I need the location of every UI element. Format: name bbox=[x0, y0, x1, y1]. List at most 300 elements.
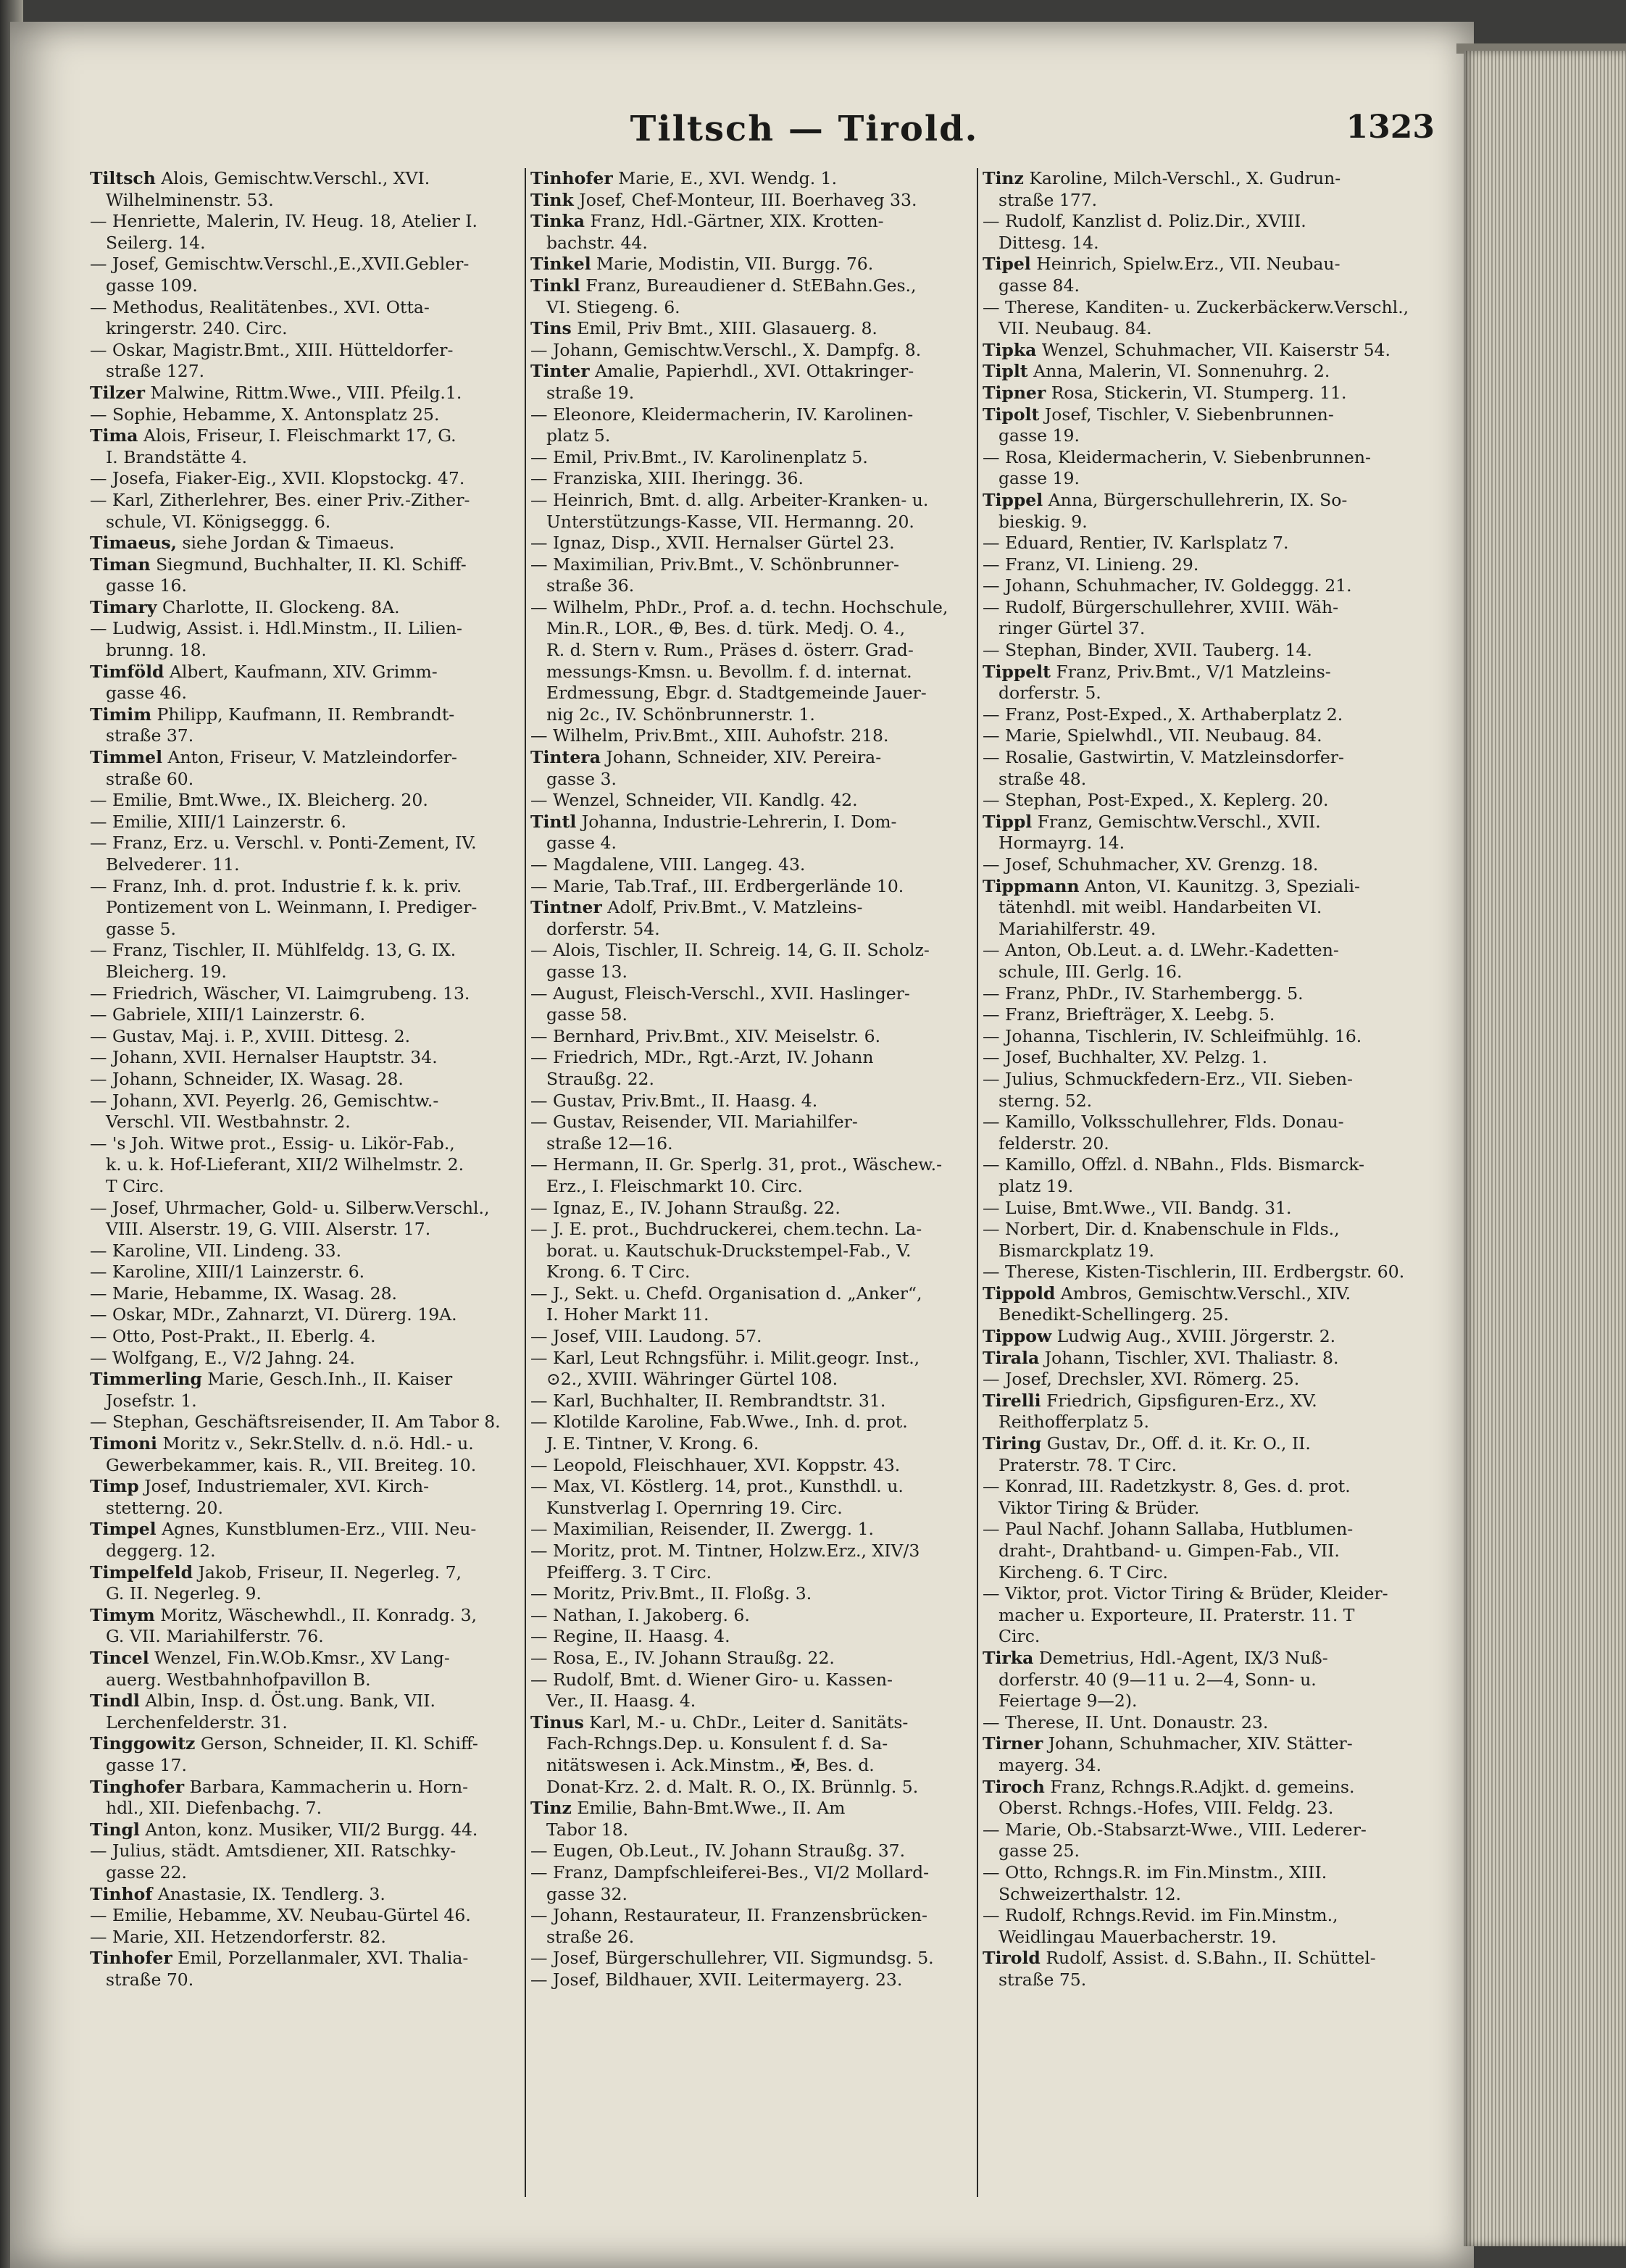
entry-text: Anastasie, IX. Tendlerg. 3. bbox=[152, 1883, 385, 1904]
entry-text: — Karl, Leut Rchngsführ. i. Milit.geogr. Inst., bbox=[530, 1347, 920, 1368]
entry-text: gasse 16. bbox=[106, 575, 187, 596]
directory-entry-line bbox=[983, 1798, 1435, 1819]
entry-text: T Circ. bbox=[106, 1175, 164, 1196]
directory-entry-line bbox=[983, 1304, 1435, 1326]
directory-entry-line bbox=[983, 1241, 1435, 1262]
entry-text: Donat-Krz. 2. d. Malt. R. O., IX. Brünnlg. 5. bbox=[546, 1776, 919, 1797]
entry-text: hdl., XII. Diefenbachg. 7. bbox=[106, 1798, 322, 1819]
entry-text: — Emilie, Hebamme, XV. Neubau-Gürtel 46. bbox=[90, 1905, 471, 1926]
entry-text: — Wolfgang, E., V/2 Jahng. 24. bbox=[90, 1347, 355, 1368]
entry-text: — Anton, Ob.Leut. a. d. LWehr.-Kadetten- bbox=[983, 940, 1339, 961]
entry-surname: Tinz bbox=[530, 1798, 572, 1819]
directory-entry-line bbox=[530, 1905, 976, 1927]
directory-entry-line bbox=[530, 662, 976, 683]
entry-text: — Oskar, Magistr.Bmt., XIII. Hütteldorfer- bbox=[90, 339, 454, 360]
entry-text: kringerstr. 240. Circ. bbox=[106, 318, 288, 339]
entry-text: — Josef, Bürgerschullehrer, VII. Sigmundsg. 5. bbox=[530, 1948, 934, 1969]
directory-entry-line bbox=[530, 533, 976, 554]
directory-entry-line bbox=[983, 640, 1435, 662]
directory-entry-line bbox=[983, 1412, 1435, 1433]
entry-text: Alois, Gemischtw.Verschl., XVI. bbox=[155, 168, 430, 188]
running-header bbox=[174, 109, 1435, 174]
entry-surname: Tippow bbox=[983, 1326, 1052, 1347]
entry-text: R. d. Stern v. Rum., Präses d. österr. Grad- bbox=[546, 640, 914, 661]
entry-surname: Tirala bbox=[983, 1347, 1040, 1368]
directory-entry-line bbox=[90, 1905, 535, 1927]
entry-text: gasse 32. bbox=[546, 1883, 628, 1904]
entry-text: Belvederег. 11. bbox=[106, 854, 240, 875]
directory-entry-line bbox=[90, 1583, 535, 1605]
directory-entry-line bbox=[983, 1519, 1435, 1541]
entry-text: dorferstr. 5. bbox=[998, 683, 1101, 704]
directory-entry-line bbox=[983, 512, 1435, 533]
entry-surname: Tintner bbox=[530, 897, 602, 918]
directory-entry-line bbox=[90, 1219, 535, 1241]
directory-entry-line bbox=[983, 854, 1435, 876]
directory-entry-line bbox=[530, 1583, 976, 1605]
directory-entry-line bbox=[530, 1562, 976, 1584]
entry-text: Franz, Hdl.-Gärtner, XIX. Krotten- bbox=[585, 211, 884, 232]
directory-entry-line bbox=[983, 211, 1435, 233]
entry-surname: Tilzer bbox=[90, 382, 146, 403]
directory-entry-line bbox=[983, 983, 1435, 1005]
directory-entry-line bbox=[90, 1198, 535, 1220]
directory-entry-line bbox=[90, 919, 535, 941]
entry-text: — Therese, Kanditen- u. Zuckerbäckerw.Verschl., bbox=[983, 296, 1409, 317]
entry-text: — Otto, Rchngs.R. im Fin.Minstm., XIII. bbox=[983, 1861, 1327, 1883]
entry-text: — Rudolf, Bürgerschullehrer, XVIII. Wäh- bbox=[983, 596, 1339, 617]
directory-entry-line bbox=[90, 1326, 535, 1348]
directory-entry-line bbox=[90, 1304, 535, 1326]
entry-text: I. Hoher Markt 11. bbox=[546, 1304, 709, 1325]
directory-entry-line bbox=[530, 1690, 976, 1712]
entry-text: Ambros, Gemischtw.Verschl., XIV. bbox=[1055, 1283, 1351, 1304]
entry-surname: Tintl bbox=[530, 811, 577, 832]
entry-text: — Josef, Uhrmacher, Gold- u. Silberw.Verschl., bbox=[90, 1197, 490, 1218]
directory-entry-line bbox=[983, 1262, 1435, 1283]
entry-surname: Tink bbox=[530, 189, 574, 210]
entry-surname: Tingl bbox=[90, 1819, 140, 1840]
entry-text: Albert, Kaufmann, XIV. Grimm- bbox=[164, 661, 438, 682]
entry-text: Pfeifferg. 3. T Circ. bbox=[546, 1562, 712, 1583]
entry-text: — Emilie, Bmt.Wwe., IX. Bleicherg. 20. bbox=[90, 790, 428, 811]
entry-text: Mariahilferstr. 49. bbox=[998, 918, 1156, 939]
entry-surname: Tirner bbox=[983, 1733, 1043, 1754]
directory-entry-line bbox=[983, 618, 1435, 640]
entry-text: — Henriette, Malerin, IV. Heug. 18, Atelier I. bbox=[90, 211, 478, 232]
directory-entry-line bbox=[90, 1369, 535, 1391]
directory-entry-line bbox=[530, 1455, 976, 1477]
entry-text: Anna, Bürgerschullehrerin, IX. So- bbox=[1043, 489, 1348, 510]
directory-entry-line bbox=[90, 168, 535, 190]
entry-text: Heinrich, Spielw.Erz., VII. Neubau- bbox=[1030, 254, 1341, 275]
entry-text: — Marie, XII. Hetzendorferstr. 82. bbox=[90, 1926, 386, 1947]
directory-entry-line bbox=[983, 1755, 1435, 1777]
directory-entry-line bbox=[983, 1047, 1435, 1069]
entry-surname: Tipner bbox=[983, 382, 1046, 403]
entry-text: — Franz, Inh. d. prot. Industrie f. k. k. priv. bbox=[90, 875, 462, 896]
entry-text: Kunstverlag I. Opernring 19. Circ. bbox=[546, 1497, 843, 1518]
entry-text: — Gustav, Maj. i. P., XVIII. Dittesg. 2. bbox=[90, 1025, 411, 1046]
directory-entry-line bbox=[530, 275, 976, 297]
entry-text: Straußg. 22. bbox=[546, 1068, 654, 1089]
directory-entry-line bbox=[530, 1219, 976, 1241]
directory-entry-line bbox=[983, 383, 1435, 404]
directory-entry-line bbox=[90, 1112, 535, 1133]
entry-text: gasse 3. bbox=[546, 768, 617, 789]
directory-entry-line bbox=[530, 1348, 976, 1369]
entry-text: straße 177. bbox=[998, 189, 1098, 210]
entry-text: Min.R., LOR., 🜨, Bes. d. türk. Medj. O. 4., bbox=[546, 618, 906, 639]
directory-entry-line bbox=[983, 425, 1435, 447]
entry-text: Siegmund, Buchhalter, II. Kl. Schiff- bbox=[150, 554, 467, 575]
entry-text: — Stephan, Post-Exped., X. Keplerg. 20. bbox=[983, 790, 1329, 811]
directory-entry-line bbox=[530, 190, 976, 212]
directory-entry-line bbox=[983, 1026, 1435, 1048]
entry-surname: Tiltsch bbox=[90, 168, 156, 188]
directory-entry-line bbox=[90, 1262, 535, 1283]
entry-text: Pontizement von L. Weinmann, I. Prediger- bbox=[106, 897, 478, 918]
directory-entry-line bbox=[983, 812, 1435, 833]
directory-entry-line bbox=[90, 1455, 535, 1477]
directory-entry-line bbox=[983, 1605, 1435, 1627]
directory-entry-line bbox=[90, 1690, 535, 1712]
entry-text: Anton, Friseur, V. Matzleindorfer- bbox=[162, 747, 458, 768]
entry-text: — Heinrich, Bmt. d. allg. Arbeiter-Kranken- u. bbox=[530, 489, 929, 510]
directory-entry-line bbox=[983, 962, 1435, 983]
entry-text: straße 12—16. bbox=[546, 1133, 673, 1154]
entry-text: Fach-Rchngs.Dep. u. Konsulent f. d. Sa- bbox=[546, 1733, 888, 1754]
directory-entry-line bbox=[983, 1583, 1435, 1605]
entry-text: — Paul Nachf. Johann Sallaba, Hutblumen- bbox=[983, 1519, 1354, 1540]
entry-text: — Ignaz, Disp., XVII. Hernalser Gürtel 23. bbox=[530, 533, 895, 554]
directory-entry-line bbox=[90, 1733, 535, 1755]
entry-surname: Timpel bbox=[90, 1519, 157, 1540]
directory-entry-line bbox=[90, 1541, 535, 1562]
directory-entry-line bbox=[983, 533, 1435, 554]
directory-entry-line bbox=[90, 1840, 535, 1862]
entry-text: — Eduard, Rentier, IV. Karlsplatz 7. bbox=[983, 533, 1289, 554]
directory-entry-line bbox=[983, 1176, 1435, 1198]
directory-entry-line bbox=[530, 747, 976, 769]
directory-entry-line bbox=[90, 1433, 535, 1455]
entry-text: — Rosa, E., IV. Johann Straußg. 22. bbox=[530, 1647, 835, 1668]
directory-entry-line bbox=[90, 1562, 535, 1584]
directory-entry-line bbox=[530, 1648, 976, 1669]
entry-text: Emil, Priv Bmt., XIII. Glasauerg. 8. bbox=[571, 318, 877, 339]
entry-text: nig 2c., IV. Schönbrunnerstr. 1. bbox=[546, 704, 815, 725]
entry-text: — Rudolf, Bmt. d. Wiener Giro- u. Kassen- bbox=[530, 1669, 893, 1690]
directory-entry-line bbox=[983, 318, 1435, 340]
entry-text: — Moritz, Priv.Bmt., II. Floßg. 3. bbox=[530, 1583, 812, 1604]
directory-entry-line bbox=[983, 1626, 1435, 1648]
entry-text: Lerchenfelderstr. 31. bbox=[106, 1712, 288, 1733]
entry-surname: Tima bbox=[90, 425, 138, 446]
entry-surname: Tinka bbox=[530, 211, 585, 232]
column-rule bbox=[977, 168, 978, 2197]
entry-text: — Emil, Priv.Bmt., IV. Karolinenplatz 5. bbox=[530, 446, 868, 467]
entry-surname: Tirka bbox=[983, 1647, 1034, 1668]
entry-surname: Tins bbox=[530, 318, 572, 339]
entry-text: Johann, Tischler, XVI. Thaliastr. 8. bbox=[1039, 1347, 1339, 1368]
directory-entry-line bbox=[90, 490, 535, 512]
directory-entry-line bbox=[90, 1412, 535, 1433]
entry-text: — Franz, Erz. u. Verschl. v. Ponti-Zement, IV. bbox=[90, 833, 477, 854]
entry-text: schule, VI. Königseggg. 6. bbox=[106, 511, 331, 532]
entry-text: — Methodus, Realitätenbes., XVI. Otta- bbox=[90, 296, 430, 317]
entry-text: — Ludwig, Assist. i. Hdl.Minstm., II. Lilien- bbox=[90, 618, 462, 639]
entry-text: bachstr. 44. bbox=[546, 232, 648, 253]
directory-entry-line bbox=[90, 1948, 535, 1969]
directory-entry-line bbox=[530, 1262, 976, 1283]
entry-text: Marie, Modistin, VII. Burgg. 76. bbox=[591, 254, 874, 275]
entry-text: — Franz, Briefträger, X. Leebg. 5. bbox=[983, 1004, 1275, 1025]
directory-entry-line bbox=[90, 1154, 535, 1176]
directory-entry-line bbox=[530, 1884, 976, 1906]
entry-text: Moritz v., Sekr.Stellv. d. n.ö. Hdl.- u. bbox=[157, 1433, 474, 1454]
directory-entry-line bbox=[530, 940, 976, 962]
entry-surname: Tipel bbox=[983, 254, 1031, 275]
entry-text: — Wilhelm, Priv.Bmt., XIII. Auhofstr. 218. bbox=[530, 725, 889, 746]
directory-entry-line bbox=[90, 1498, 535, 1519]
entry-text: — Maximilian, Reisender, II. Zwergg. 1. bbox=[530, 1519, 875, 1540]
entry-text: — Josef, Gemischtw.Verschl.,E.,XVII.Gebler- bbox=[90, 254, 470, 275]
entry-text: — Bernhard, Priv.Bmt., XIV. Meiselstr. 6. bbox=[530, 1025, 881, 1046]
entry-text: — J., Sekt. u. Chefd. Organisation d. „Anker“, bbox=[530, 1283, 922, 1304]
directory-entry-line bbox=[983, 1819, 1435, 1841]
entry-text: Benedikt-Schellingerg. 25. bbox=[998, 1304, 1229, 1325]
entry-text: — Wenzel, Schneider, VII. Kandlg. 42. bbox=[530, 790, 858, 811]
directory-entry-line bbox=[90, 747, 535, 769]
directory-entry-line bbox=[530, 1755, 976, 1777]
entry-surname: Timary bbox=[90, 596, 157, 617]
directory-entry-line bbox=[530, 1605, 976, 1627]
entry-surname: Tintera bbox=[530, 747, 601, 768]
entry-surname: Timym bbox=[90, 1604, 155, 1625]
entry-text: — Karoline, VII. Lindeng. 33. bbox=[90, 1240, 342, 1261]
directory-entry-line bbox=[983, 1733, 1435, 1755]
entry-text: — Friedrich, MDr., Rgt.-Arzt, IV. Johann bbox=[530, 1047, 874, 1068]
entry-text: — Karl, Zitherlehrer, Bes. einer Priv.-Zither- bbox=[90, 489, 470, 510]
entry-text: — Johann, Gemischtw.Verschl., X. Dampfg. 8. bbox=[530, 339, 922, 360]
directory-entry-line bbox=[530, 704, 976, 726]
directory-entry-line bbox=[530, 833, 976, 854]
entry-text: — Stephan, Binder, XVII. Tauberg. 14. bbox=[983, 640, 1312, 661]
entry-surname: Tiplt bbox=[983, 361, 1028, 382]
entry-text: — Karl, Buchhalter, II. Rembrandtstr. 31. bbox=[530, 1390, 886, 1411]
entry-text: Barbara, Kammacherin u. Horn- bbox=[184, 1776, 469, 1797]
directory-entry-line bbox=[983, 275, 1435, 297]
directory-entry-line bbox=[90, 1862, 535, 1884]
entry-text: Johanna, Industrie-Lehrerin, I. Dom- bbox=[576, 811, 897, 832]
entry-text: gasse 17. bbox=[106, 1754, 187, 1775]
directory-entry-line bbox=[983, 575, 1435, 597]
directory-entry-line bbox=[983, 1884, 1435, 1906]
directory-entry-line bbox=[983, 919, 1435, 941]
entry-text: Friedrich, Gipsfiguren-Erz., XV. bbox=[1041, 1390, 1317, 1411]
entry-text: platz 5. bbox=[546, 425, 611, 446]
directory-entry-line bbox=[530, 1927, 976, 1948]
entry-text: Tabor 18. bbox=[546, 1819, 629, 1840]
directory-entry-line bbox=[90, 1069, 535, 1091]
entry-text: — Josefa, Fiaker-Eig., XVII. Klopstockg. 47. bbox=[90, 468, 465, 489]
directory-entry-line bbox=[90, 554, 535, 576]
entry-text: Schweizerthalstr. 12. bbox=[998, 1883, 1182, 1904]
entry-text: gasse 25. bbox=[998, 1840, 1080, 1861]
entry-text: — Marie, Spielwhdl., VII. Neubaug. 84. bbox=[983, 725, 1322, 746]
directory-entry-line bbox=[983, 1219, 1435, 1241]
entry-surname: Tiring bbox=[983, 1433, 1042, 1454]
entry-text: Praterstr. 78. T Circ. bbox=[998, 1454, 1177, 1475]
entry-text: schule, III. Gerlg. 16. bbox=[998, 961, 1183, 982]
entry-text: — Gustav, Reisender, VII. Mariahilfer- bbox=[530, 1112, 858, 1133]
directory-entry-line bbox=[90, 404, 535, 426]
directory-entry-line bbox=[983, 1541, 1435, 1562]
directory-entry-line bbox=[530, 1369, 976, 1391]
directory-entry-line bbox=[530, 361, 976, 383]
entry-text: — Johann, Schneider, IX. Wasag. 28. bbox=[90, 1068, 404, 1089]
entry-text: VIII. Alserstr. 19, G. VIII. Alserstr. 17. bbox=[106, 1219, 431, 1240]
directory-entry-line bbox=[530, 297, 976, 319]
directory-entry-line bbox=[983, 1369, 1435, 1391]
directory-entry-line bbox=[530, 1948, 976, 1969]
entry-text: — Gabriele, XIII/1 Lainzerstr. 6. bbox=[90, 1004, 366, 1025]
directory-entry-line bbox=[983, 597, 1435, 619]
directory-entry-line bbox=[530, 1433, 976, 1455]
entry-text: — 's Joh. Witwe prot., Essig- u. Likör-Fab., bbox=[90, 1133, 455, 1154]
entry-text: — Magdalene, VIII. Langeg. 43. bbox=[530, 854, 806, 875]
entry-text: Josef, Tischler, V. Siebenbrunnen- bbox=[1039, 404, 1334, 425]
entry-text: auerg. Westbahnhofpavillon B. bbox=[106, 1669, 371, 1690]
directory-entry-line bbox=[983, 769, 1435, 791]
entry-text: Rudolf, Assist. d. S.Bahn., II. Schüttel- bbox=[1040, 1948, 1376, 1969]
entry-text: — Friedrich, Wäscher, VI. Laimgrubeng. 13. bbox=[90, 983, 470, 1004]
entry-text: — Rudolf, Kanzlist d. Poliz.Dir., XVIII. bbox=[983, 211, 1306, 232]
directory-entry-line bbox=[530, 168, 976, 190]
entry-surname: Tinkl bbox=[530, 275, 580, 296]
entry-text: bieskig. 9. bbox=[998, 511, 1088, 532]
directory-entry-line bbox=[983, 1498, 1435, 1519]
directory-entry-line bbox=[983, 254, 1435, 275]
directory-entry-line bbox=[983, 1283, 1435, 1305]
page-block-edges bbox=[1464, 51, 1626, 2246]
directory-entry-line bbox=[530, 1069, 976, 1091]
entry-text: Franz, Priv.Bmt., V/1 Matzleins- bbox=[1051, 661, 1331, 682]
entry-text: sterng. 52. bbox=[998, 1090, 1093, 1111]
entry-text: messungs-Kmsn. u. Bevollm. f. d. internat. bbox=[546, 661, 912, 682]
entry-surname: Timmerling bbox=[90, 1369, 202, 1390]
directory-entry-line bbox=[983, 1133, 1435, 1155]
directory-entry-line bbox=[983, 1391, 1435, 1412]
entry-text: Circ. bbox=[998, 1626, 1041, 1647]
directory-entry-line bbox=[530, 919, 976, 941]
entry-text: Marie, Gesch.Inh., II. Kaiser bbox=[201, 1369, 453, 1390]
entry-text: — Franziska, XIII. Iheringg. 36. bbox=[530, 468, 804, 489]
entry-text: siehe Jordan & Timaeus. bbox=[176, 533, 395, 554]
directory-entry-line bbox=[530, 1283, 976, 1305]
entry-text: Bismarckplatz 19. bbox=[998, 1240, 1155, 1261]
entry-text: — Johann, XVII. Hernalser Hauptstr. 34. bbox=[90, 1047, 438, 1068]
directory-entry-line bbox=[983, 1712, 1435, 1734]
entry-surname: Tippold bbox=[983, 1283, 1056, 1304]
directory-entry-line bbox=[90, 1669, 535, 1691]
directory-entry-line bbox=[983, 1069, 1435, 1091]
directory-entry-line bbox=[983, 490, 1435, 512]
directory-entry-line bbox=[983, 1348, 1435, 1369]
entry-text: dorferstr. 40 (9—11 u. 2—4, Sonn- u. bbox=[998, 1669, 1317, 1690]
directory-entry-line bbox=[90, 190, 535, 212]
entry-text: Weidlingau Mauerbacherstr. 19. bbox=[998, 1926, 1277, 1947]
entry-text: tätenhdl. mit weibl. Handarbeiten VI. bbox=[998, 897, 1322, 918]
entry-surname: Tiroch bbox=[983, 1776, 1045, 1797]
directory-entry-line bbox=[90, 876, 535, 898]
entry-surname: Timföld bbox=[90, 661, 164, 682]
entry-text: Albin, Insp. d. Öst.ung. Bank, VII. bbox=[139, 1690, 435, 1712]
directory-entry-line bbox=[530, 1091, 976, 1112]
directory-entry-line bbox=[530, 597, 976, 619]
entry-text: straße 48. bbox=[998, 768, 1087, 789]
entry-text: — Johanna, Tischlerin, IV. Schleifmühlg. 16. bbox=[983, 1025, 1362, 1046]
directory-entry-line bbox=[530, 725, 976, 747]
directory-entry-line bbox=[90, 704, 535, 726]
entry-text: — Ignaz, E., IV. Johann Straußg. 22. bbox=[530, 1197, 841, 1218]
directory-entry-line bbox=[983, 1326, 1435, 1348]
directory-entry-line bbox=[90, 468, 535, 490]
directory-entry-line bbox=[90, 1819, 535, 1841]
directory-entry-line bbox=[530, 1304, 976, 1326]
directory-entry-line bbox=[983, 554, 1435, 576]
entry-text: G. II. Negerleg. 9. bbox=[106, 1583, 262, 1604]
entry-text: — Oskar, MDr., Zahnarzt, VI. Dürerg. 19A. bbox=[90, 1304, 457, 1325]
entry-text: — Josef, Drechsler, XVI. Römerg. 25. bbox=[983, 1369, 1300, 1390]
entry-text: k. u. k. Hof-Lieferant, XII/2 Wilhelmstr. 2. bbox=[106, 1154, 464, 1175]
entry-text: Gerson, Schneider, II. Kl. Schiff- bbox=[195, 1733, 478, 1754]
entry-text: gasse 109. bbox=[106, 275, 198, 296]
entry-surname: Tippel bbox=[983, 489, 1043, 510]
directory-entry-line bbox=[530, 554, 976, 576]
directory-entry-line bbox=[90, 211, 535, 233]
entry-text: deggerg. 12. bbox=[106, 1541, 216, 1561]
directory-entry-line bbox=[530, 618, 976, 640]
entry-text: — Franz, PhDr., IV. Starhembergg. 5. bbox=[983, 983, 1304, 1004]
entry-surname: Tippl bbox=[983, 811, 1033, 832]
directory-entry-line bbox=[90, 1004, 535, 1026]
directory-entry-line bbox=[90, 897, 535, 919]
directory-entry-line bbox=[530, 318, 976, 340]
entry-text: — Julius, städt. Amtsdiener, XII. Ratschky- bbox=[90, 1840, 456, 1861]
entry-text: macher u. Exporteure, II. Praterstr. 11. T bbox=[998, 1604, 1355, 1625]
directory-entry-line bbox=[983, 1198, 1435, 1220]
directory-entry-line bbox=[530, 1862, 976, 1884]
directory-entry-line bbox=[530, 769, 976, 791]
directory-entry-line bbox=[90, 1176, 535, 1198]
directory-entry-line bbox=[530, 1476, 976, 1498]
directory-entry-line bbox=[90, 1755, 535, 1777]
entry-text: straße 70. bbox=[106, 1969, 194, 1990]
entry-text: Unterstützungs-Kasse, VII. Hermanng. 20. bbox=[546, 511, 914, 532]
directory-entry-line bbox=[90, 1391, 535, 1412]
entry-text: Rosa, Stickerin, VI. Stumperg. 11. bbox=[1046, 382, 1347, 403]
entry-text: straße 19. bbox=[546, 382, 635, 403]
directory-entry-line bbox=[983, 468, 1435, 490]
entry-text: Emil, Porzellanmaler, XVI. Thalia- bbox=[172, 1948, 469, 1969]
entry-text: Ludwig Aug., XVIII. Jörgerstr. 2. bbox=[1051, 1326, 1336, 1347]
entry-surname: Tindl bbox=[90, 1690, 140, 1712]
entry-text: stetterng. 20. bbox=[106, 1497, 223, 1518]
directory-entry-line bbox=[530, 1712, 976, 1734]
entry-text: Kircheng. 6. T Circ. bbox=[998, 1562, 1169, 1583]
entry-text: Josef, Industriemaler, XVI. Kirch- bbox=[138, 1476, 430, 1497]
